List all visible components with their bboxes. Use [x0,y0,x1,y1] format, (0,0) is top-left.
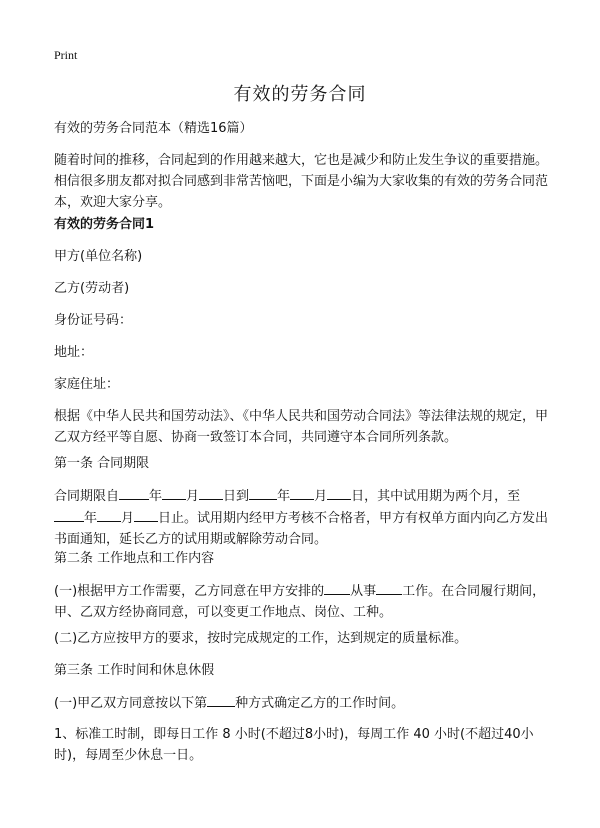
article-3-paragraph-1: (一)甲乙双方同意按以下第 种方式确定乙方的工作时间。 [54,692,550,714]
article-3-paragraph-2: 1、标准工时制，即每日工作 8 小时(不超过8小时)，每周工作 40 小时(不超过40小时)，每周至少休息一日。 [54,727,534,763]
section-heading: 有效的劳务合同1 [54,217,155,232]
document-subtitle: 有效的劳务合同范本（精选16篇） [54,121,253,136]
intro-paragraph: 随着时间的推移，合同起到的作用越来越大，它也是减少和防止发生争议的重要措施。相信很多朋友都对拟合同感到非常苦恼吧，下面是小编为大家收集的有效的劳务合同范本，欢迎大家分享。 [54,153,549,210]
article-2-paragraph-2: (二)乙方应按甲方的要求，按时完成规定的工作，达到规定的质量标准。 [54,631,468,646]
print-link[interactable]: Print [54,48,78,62]
id-number-line: 身份证号码： [54,313,133,328]
article-1-paragraph: 合同期限自 年 月 日到 年 月 日，其中试用期为两个月，至年 月 日止。试用期内经甲方考核不合格者，甲方有权单方面内向乙方发出书面通知，延长乙方的试用期或解除劳动合同。 [54,485,550,550]
article-3-title: 第三条 工作时间和休息休假 [54,663,215,678]
party-a-line: 甲方(单位名称) [54,249,143,264]
article-1-title: 第一条 合同期限 [54,456,150,471]
party-b-line: 乙方(劳动者) [54,281,130,296]
article-2-title: 第二条 工作地点和工作内容 [54,551,215,566]
document-title: 有效的劳务合同 [233,84,367,105]
home-address-line: 家庭住址： [54,377,120,392]
address-line: 地址： [54,345,94,360]
article-2-paragraph-1: (一)根据甲方工作需要，乙方同意在甲方安排的 从事 工作。在合同履行期间，甲、乙双方经协商同意，可以变更工作地点、岗位、工种。 [54,580,550,623]
basis-paragraph: 根据《中华人民共和国劳动法》、《中华人民共和国劳动合同法》等法律法规的规定，甲乙双方经平等自愿、协商一致签订本合同，共同遵守本合同所列条款。 [54,409,549,445]
